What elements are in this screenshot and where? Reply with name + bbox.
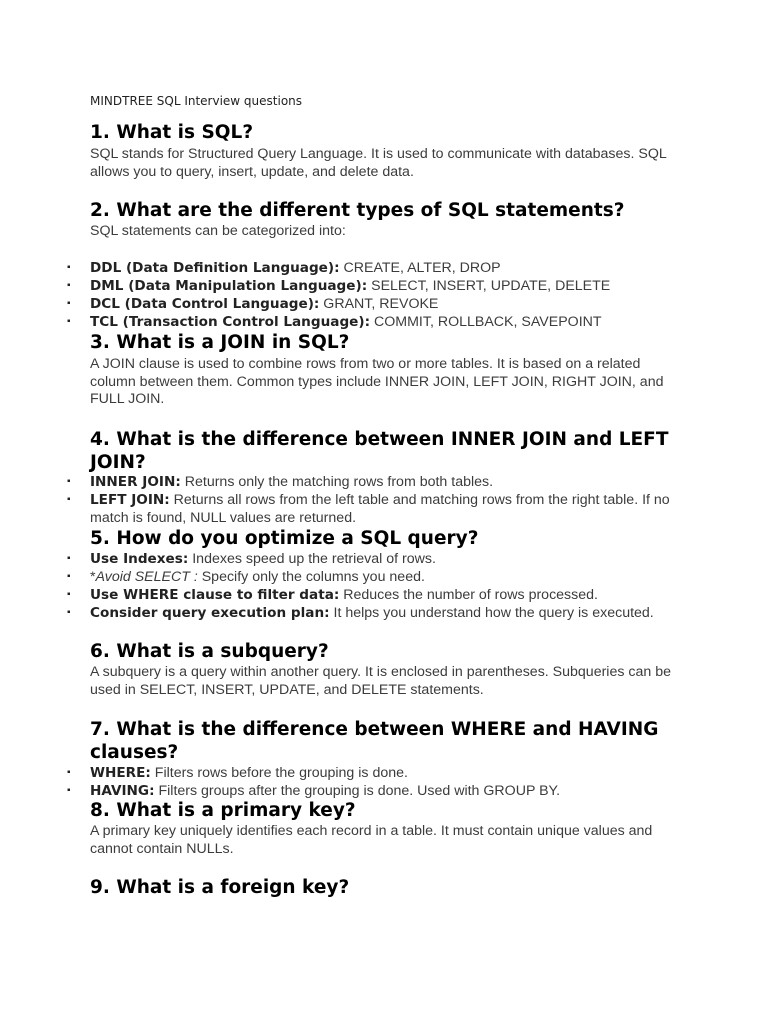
list-item: ▪ DDL (Data Definition Language): CREATE, ALTER, DROP (67, 260, 501, 276)
question-2-intro: SQL statements can be categorized into: (90, 223, 346, 239)
question-2-list (67, 259, 690, 331)
question-1-heading: 1. What is SQL? (90, 122, 254, 143)
bullet-icon: ▪ (67, 262, 71, 273)
list-item: ▪ Consider query execution plan: It helps you understand how the query is executed. (67, 605, 654, 621)
bullet-icon: ▪ (67, 589, 71, 600)
question-4-heading: 4. What is the difference between INNER JOIN and LEFT JOIN? (90, 429, 669, 473)
list-item: ▪ *Avoid SELECT : Specify only the columns you need. (67, 569, 425, 585)
bullet-icon: ▪ (67, 476, 71, 487)
bullet-icon: ▪ (67, 767, 71, 778)
question-5-heading: 5. How do you optimize a SQL query? (90, 528, 479, 549)
list-item: ▪ WHERE: Filters rows before the grouping is done. (67, 765, 408, 781)
question-6-heading: 6. What is a subquery? (90, 641, 329, 662)
question-7-list (67, 764, 690, 800)
document-header: MINDTREE SQL Interview questions (90, 94, 303, 108)
question-5-list (67, 550, 690, 622)
list-item: ▪ HAVING: Filters groups after the grouping is done. Used with GROUP BY. (67, 783, 561, 799)
list-item: ▪ INNER JOIN: Returns only the matching rows from both tables. (67, 474, 494, 490)
bullet-icon: ▪ (67, 494, 71, 505)
list-item: ▪ TCL (Transaction Control Language): COMMIT, ROLLBACK, SAVEPOINT (67, 314, 602, 330)
question-4-list (67, 473, 690, 527)
list-item: ▪ DML (Data Manipulation Language): SELECT, INSERT, UPDATE, DELETE (67, 278, 611, 294)
bullet-icon: ▪ (67, 607, 71, 618)
question-2-heading: 2. What are the different types of SQL statements? (90, 200, 625, 221)
question-3-answer: A JOIN clause is used to combine rows from two or more tables. It is based on a related column between them. Common types include INNER JOIN, LEFT JOIN, RIGHT JOIN, and FULL JOIN. (90, 356, 664, 407)
list-item: ▪ Use Indexes: Indexes speed up the retrieval of rows. (67, 551, 436, 567)
bullet-icon: ▪ (67, 298, 71, 309)
bullet-icon: ▪ (67, 571, 71, 582)
bullet-icon: ▪ (67, 316, 71, 327)
list-item: ▪ LEFT JOIN: Returns all rows from the left table and matching rows from the right table. If no match is found, NULL values are returned. (67, 492, 670, 526)
question-1-answer: SQL stands for Structured Query Language. It is used to communicate with databases. SQL allows you to query, insert, update, and delete data. (90, 146, 667, 180)
bullet-icon: ▪ (67, 785, 71, 796)
bullet-icon: ▪ (67, 280, 71, 291)
question-9-heading: 9. What is a foreign key? (90, 877, 350, 898)
list-item: ▪ Use WHERE clause to filter data: Reduces the number of rows processed. (67, 587, 598, 603)
question-8-heading: 8. What is a primary key? (90, 800, 356, 821)
question-3-heading: 3. What is a JOIN in SQL? (90, 332, 350, 353)
list-item: ▪ DCL (Data Control Language): GRANT, REVOKE (67, 296, 439, 312)
bullet-icon: ▪ (67, 553, 71, 564)
question-6-answer: A subquery is a query within another query. It is enclosed in parentheses. Subqueries can be used in SELECT, INSERT, UPDATE, and DELETE statements. (90, 664, 671, 698)
question-7-heading: 7. What is the difference between WHERE and HAVING clauses? (90, 719, 659, 763)
question-8-answer: A primary key uniquely identifies each record in a table. It must contain unique values and cannot contain NULLs. (90, 823, 653, 857)
